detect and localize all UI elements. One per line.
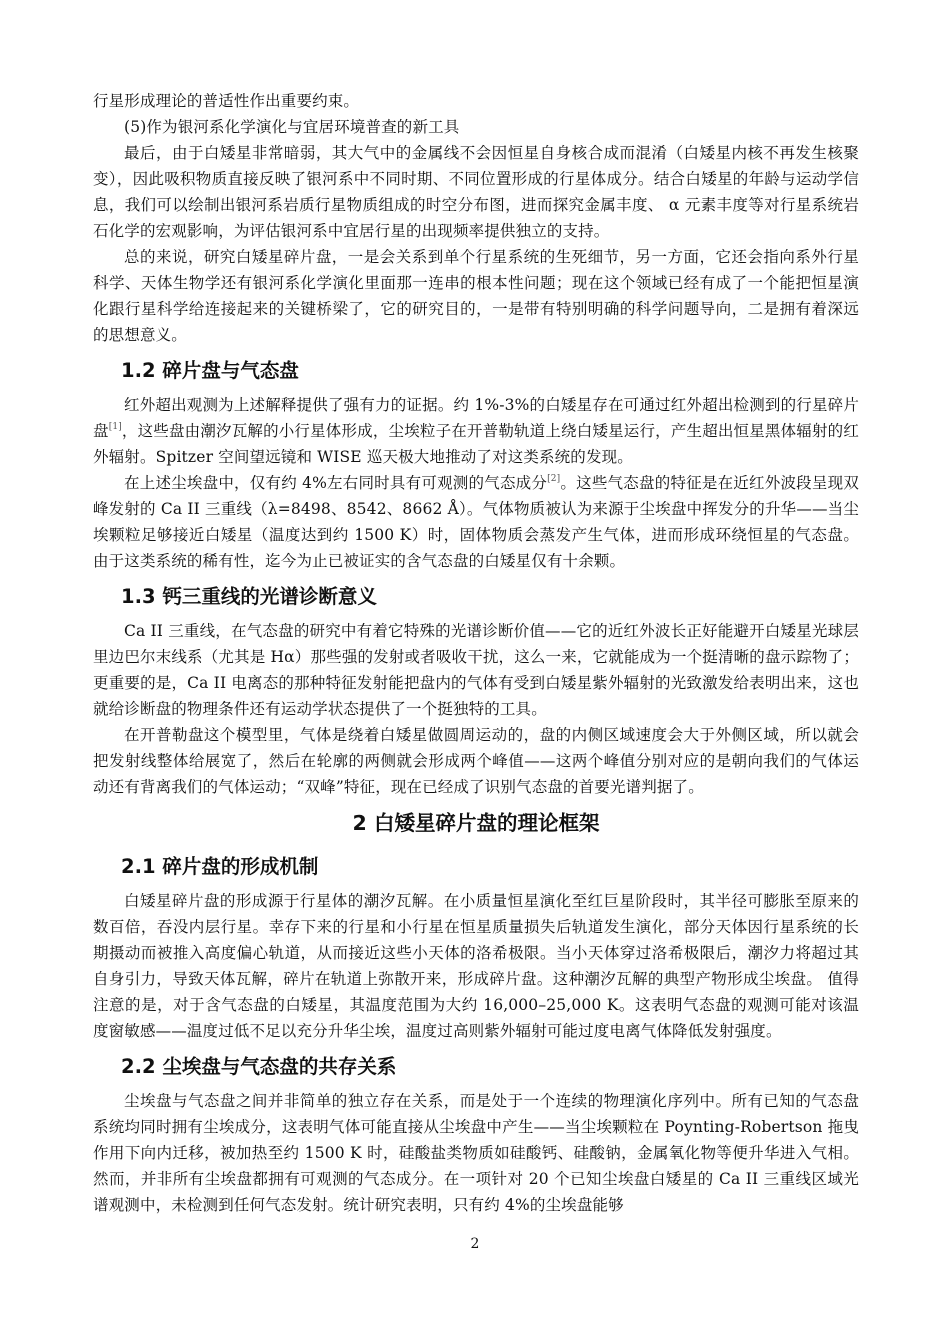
paragraph-text: 。这些气态盘的特征是在近红外波段呈现双峰发射的 Ca II 三重线（λ=8498、8542、8662 Å）。气体物质被认为来源于尘埃盘中挥发分的升华——当尘埃颗粒足够接近白矮星（温度达到约 1500 K）时，固体物质会蒸发产生气体，进而形成环绕恒星的气态盘。由于这类系统的稀有性，迄今为止已被证实的含气态盘的白矮星仅有十余颗。 [93, 474, 859, 570]
document-body [93, 88, 859, 1218]
paragraph: 在开普勒盘这个模型里，气体是绕着白矮星做圆周运动的，盘的内侧区域速度会大于外侧区域，所以就会把发射线整体给展宽了，然后在轮廓的两侧就会形成两个峰值——这两个峰值分别对应的是朝向我们的气体运动还有背离我们的气体运动；“双峰”特征，现在已经成了识别气态盘的首要光谱判据了。 [93, 726, 859, 796]
paragraph-text: ，这些盘由潮汐瓦解的小行星体形成，尘埃粒子在开普勒轨道上绕白矮星运行，产生超出恒星黑体辐射的红外辐射。Spitzer 空间望远镜和 WISE 巡天极大地推动了对这类系统的发现。 [93, 422, 859, 466]
paragraph: Ca II 三重线，在气态盘的研究中有着它特殊的光谱诊断价值——它的近红外波长正好能避开白矮星光球层里边巴尔末线系（尤其是 Hα）那些强的发射或者吸收干扰，这么一来，它就能成为一个挺清晰的盘示踪物了；更重要的是，Ca II 电离态的那种特征发射能把盘内的气体有受到白矮星紫外辐射的光致激发给表明出来，这也就给诊断盘的物理条件还有运动学状态提供了一个挺独特的工具。 [93, 622, 859, 718]
section-heading-2-1: 2.1 碎片盘的形成机制 [121, 855, 319, 878]
paragraph: 最后，由于白矮星非常暗弱，其大气中的金属线不会因恒星自身核合成而混淆（白矮星内核不再发生核聚变），因此吸积物质直接反映了银河系中不同时期、不同位置形成的行星体成分。结合白矮星的年龄与运动学信息，我们可以绘制出银河系岩质行星物质组成的时空分布图，进而探究金属丰度、 α 元素丰度等对行星系统岩石化学的宏观影响，为评估银河系中宜居行星的出现频率提供独立的支持。 [93, 144, 859, 240]
section-heading-1-2: 1.2 碎片盘与气态盘 [121, 359, 299, 382]
paragraph-text: 在上述尘埃盘中，仅有约 4%左右同时具有可观测的气态成分 [124, 474, 548, 492]
paragraph: (5)作为银河系化学演化与宜居环境普查的新工具 [124, 118, 460, 136]
paragraph: 白矮星碎片盘的形成源于行星体的潮汐瓦解。在小质量恒星演化至红巨星阶段时，其半径可膨胀至原来的数百倍，吞没内层行星。幸存下来的行星和小行星在恒星质量损失后轨道发生演化，部分天体因行星系统的长期摄动而被推入高度偏心轨道，从而接近这些小天体的洛希极限。当小天体穿过洛希极限后，潮汐力将超过其自身引力，导致天体瓦解，碎片在轨道上弥散开来，形成碎片盘。这种潮汐瓦解的典型产物形成尘埃盘。 值得注意的是，对于含气态盘的白矮星，其温度范围为大约 16,000–25,000 K。这表明气态盘的观测可能对该温度窗敏感——温度过低不足以充分升华尘埃，温度过高则紫外辐射可能过度电离气体降低发射强度。 [93, 892, 859, 1040]
paragraph [93, 392, 859, 470]
paragraph: 总的来说，研究白矮星碎片盘，一是会关系到单个行星系统的生死细节，另一方面，它还会指向系外行星科学、天体生物学还有银河系化学演化里面那一连串的根本性问题；现在这个领域已经有成了一个能把恒星演化跟行星科学给连接起来的关键桥梁了，它的研究目的，一是带有特别明确的科学问题导向，二是拥有着深远的思想意义。 [93, 248, 859, 344]
section-heading-1-3: 1.3 钙三重线的光谱诊断意义 [121, 585, 377, 608]
chapter-heading-2: 2 白矮星碎片盘的理论框架 [352, 811, 600, 835]
paragraph-text: 红外超出观测为上述解释提供了强有力的证据。约 1%-3%的白矮星存在可通过红外超出检测到的行星碎片盘 [93, 396, 859, 440]
paragraph [93, 470, 859, 574]
citation-ref[interactable]: [2] [547, 474, 561, 484]
section-heading-2-2: 2.2 尘埃盘与气态盘的共存关系 [121, 1055, 397, 1078]
paragraph: 行星形成理论的普适性作出重要约束。 [93, 92, 360, 110]
page-number: 2 [470, 1236, 480, 1252]
citation-ref[interactable]: [1] [108, 422, 122, 432]
paragraph: 尘埃盘与气态盘之间并非简单的独立存在关系，而是处于一个连续的物理演化序列中。所有已知的气态盘系统均同时拥有尘埃成分，这表明气体可能直接从尘埃盘中产生——当尘埃颗粒在 Poynting-Robertson 拖曳作用下向内迁移，被加热至约 1500 K 时，硅酸盐类物质如硅酸钙、硅酸钠，金属氧化物等便升华进入气相。 然而，并非所有尘埃盘都拥有可观测的气态成分。在一项针对 20 个已知尘埃盘白矮星的 Ca II 三重线区域光谱观测中，未检测到任何气态发射。统计研究表明，只有约 4%的尘埃盘能够 [93, 1092, 859, 1214]
